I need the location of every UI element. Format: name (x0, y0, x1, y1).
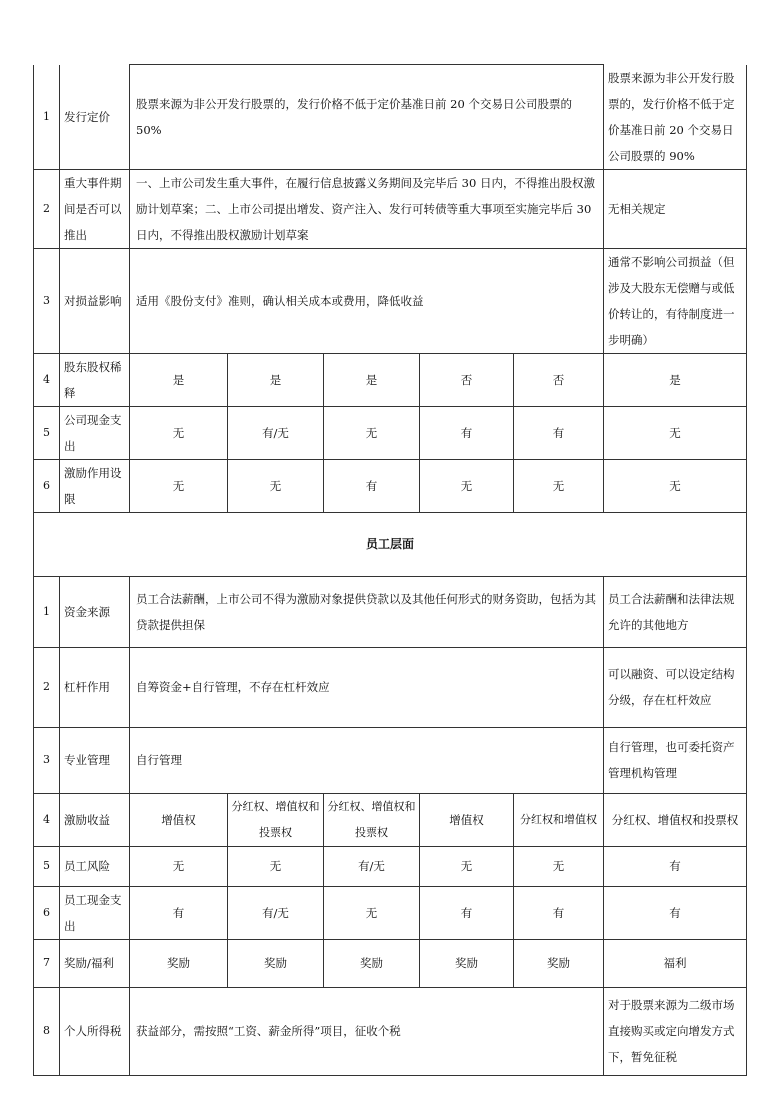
grid-cell: 有 (604, 846, 747, 886)
grid-cell: 无 (324, 406, 420, 459)
grid-cell: 分红权、增值权和投票权 (324, 793, 420, 846)
table-row (34, 939, 747, 987)
section-title: 员工层面 (34, 512, 747, 576)
row-description: 自筹资金+自行管理，不存在杠杆效应 (130, 647, 604, 727)
row-number: 6 (34, 886, 60, 939)
grid-cell: 是 (604, 353, 747, 406)
row-number: 1 (34, 65, 60, 170)
row-right-note: 股票来源为非公开发行股票的，发行价格不低于定价基准日前 20 个交易日公司股票的 90% (604, 65, 747, 170)
grid-cell: 否 (514, 353, 604, 406)
row-number: 4 (34, 353, 60, 406)
row-description: 自行管理 (130, 727, 604, 793)
row-item: 发行定价 (60, 65, 130, 170)
grid-cell: 无 (420, 846, 514, 886)
grid-cell: 无 (604, 459, 747, 512)
row-number: 2 (34, 169, 60, 248)
row-number: 5 (34, 406, 60, 459)
table-row (34, 647, 747, 727)
table-row (34, 987, 747, 1075)
grid-cell: 有/无 (228, 406, 324, 459)
grid-cell: 奖励 (130, 939, 228, 987)
row-number: 5 (34, 846, 60, 886)
row-right-note: 通常不影响公司损益（但涉及大股东无偿赠与或低价转让的，有待制度进一步明确） (604, 248, 747, 353)
comparison-table-sheet (33, 64, 746, 1076)
table-row (34, 169, 747, 248)
grid-cell: 无 (514, 459, 604, 512)
row-number: 3 (34, 248, 60, 353)
grid-cell: 有 (514, 406, 604, 459)
grid-cell: 分红权和增值权 (514, 793, 604, 846)
row-number: 1 (34, 576, 60, 647)
row-right-note: 员工合法薪酬和法律法规允许的其他地方 (604, 576, 747, 647)
row-description: 员工合法薪酬，上市公司不得为激励对象提供贷款以及其他任何形式的财务资助，包括为其贷款提供担保 (130, 576, 604, 647)
grid-cell: 奖励 (228, 939, 324, 987)
grid-cell: 有 (420, 886, 514, 939)
grid-cell: 无 (514, 846, 604, 886)
row-item: 对损益影响 (60, 248, 130, 353)
row-item: 公司现金支出 (60, 406, 130, 459)
table-row (34, 65, 747, 170)
grid-cell: 奖励 (514, 939, 604, 987)
row-right-note: 无相关规定 (604, 169, 747, 248)
row-item: 资金来源 (60, 576, 130, 647)
row-description: 股票来源为非公开发行股票的，发行价格不低于定价基准日前 20 个交易日公司股票的 50% (130, 65, 604, 170)
row-item: 个人所得税 (60, 987, 130, 1075)
row-item: 激励作用设限 (60, 459, 130, 512)
grid-cell: 分红权、增值权和投票权 (228, 793, 324, 846)
grid-cell: 奖励 (324, 939, 420, 987)
grid-cell: 增值权 (420, 793, 514, 846)
grid-cell: 无 (420, 459, 514, 512)
grid-cell: 有 (324, 459, 420, 512)
row-number: 4 (34, 793, 60, 846)
grid-cell: 无 (130, 459, 228, 512)
row-number: 3 (34, 727, 60, 793)
table-row (34, 576, 747, 647)
grid-cell: 否 (420, 353, 514, 406)
grid-cell: 增值权 (130, 793, 228, 846)
table-row (34, 846, 747, 886)
row-number: 2 (34, 647, 60, 727)
row-description: 适用《股份支付》准则，确认相关成本或费用，降低收益 (130, 248, 604, 353)
row-right-note: 可以融资、可以设定结构分级，存在杠杆效应 (604, 647, 747, 727)
row-item: 专业管理 (60, 727, 130, 793)
grid-cell: 分红权、增值权和投票权 (604, 793, 747, 846)
grid-cell: 无 (228, 459, 324, 512)
row-description: 获益部分，需按照“工资、薪金所得”项目，征收个税 (130, 987, 604, 1075)
row-number: 8 (34, 987, 60, 1075)
grid-cell: 有 (604, 886, 747, 939)
grid-cell: 有 (130, 886, 228, 939)
grid-cell: 无 (324, 886, 420, 939)
row-item: 奖励/福利 (60, 939, 130, 987)
table-row (34, 459, 747, 512)
grid-cell: 是 (228, 353, 324, 406)
grid-cell: 无 (228, 846, 324, 886)
row-description: 一、上市公司发生重大事件，在履行信息披露义务期间及完毕后 30 日内，不得推出股权激励计划草案；二、上市公司提出增发、资产注入、发行可转债等重大事项至实施完毕后 30 日内，不得推出股权激励计划草案 (130, 169, 604, 248)
grid-cell: 无 (604, 406, 747, 459)
grid-cell: 有/无 (228, 886, 324, 939)
section-header-row (34, 512, 747, 576)
row-item: 员工风险 (60, 846, 130, 886)
grid-cell: 有 (420, 406, 514, 459)
grid-cell: 奖励 (420, 939, 514, 987)
grid-cell: 有/无 (324, 846, 420, 886)
row-item: 激励收益 (60, 793, 130, 846)
comparison-table (33, 64, 747, 1076)
row-right-note: 自行管理，也可委托资产管理机构管理 (604, 727, 747, 793)
table-row (34, 248, 747, 353)
table-row (34, 793, 747, 846)
grid-cell: 无 (130, 406, 228, 459)
row-right-note: 对于股票来源为二级市场直接购买或定向增发方式下，暂免征税 (604, 987, 747, 1075)
grid-cell: 无 (130, 846, 228, 886)
row-item: 员工现金支出 (60, 886, 130, 939)
row-number: 6 (34, 459, 60, 512)
row-item: 杠杆作用 (60, 647, 130, 727)
table-row (34, 886, 747, 939)
table-row (34, 406, 747, 459)
grid-cell: 福利 (604, 939, 747, 987)
row-item: 重大事件期间是否可以推出 (60, 169, 130, 248)
grid-cell: 是 (130, 353, 228, 406)
table-row (34, 727, 747, 793)
grid-cell: 有 (514, 886, 604, 939)
grid-cell: 是 (324, 353, 420, 406)
table-row (34, 353, 747, 406)
row-number: 7 (34, 939, 60, 987)
row-item: 股东股权稀释 (60, 353, 130, 406)
